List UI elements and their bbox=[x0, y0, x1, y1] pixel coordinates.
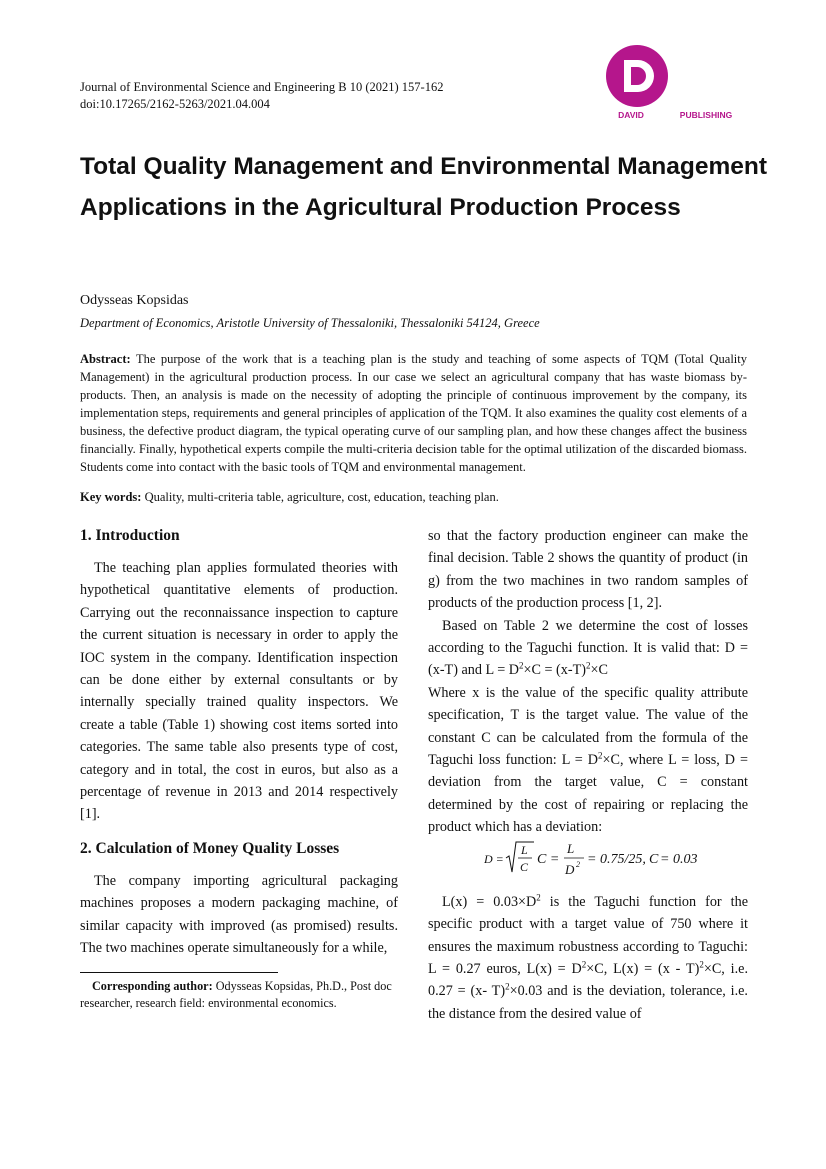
logo-word-right: PUBLISHING bbox=[679, 110, 733, 120]
formula-d-eq: D = bbox=[484, 852, 504, 866]
formula-l2-num: L bbox=[567, 841, 575, 856]
footnote-divider bbox=[80, 972, 278, 973]
right-paragraph-1: so that the factory production engineer can make the final decision. Table 2 shows the quantity of product (in g) from the two machines in two random samples of products of the production process [1, 2]. bbox=[428, 528, 748, 612]
doi: doi:10.17265/2162-5263/2021.04.004 bbox=[80, 97, 270, 111]
formula-c-den: C bbox=[520, 860, 529, 874]
left-column bbox=[80, 525, 398, 960]
formula-l-num: L bbox=[521, 843, 528, 857]
abstract-label: Abstract: bbox=[80, 352, 131, 366]
section-2-heading: 2. Calculation of Money Quality Losses bbox=[80, 839, 340, 857]
section-1-paragraph: The teaching plan applies formulated theories with hypothetical quantitative elements of production. Carrying out the reconnaissance inspection to capture the current situation is necessary in order to apply the IOC system in the company. Identification inspection can be done either by external consultants or by internally specially trained quality inspectors. We create a table (Table 1) showing cost items sorted into categories. The same table also presents type of cost, category and in total, the cost in euros, but also as a percentage of revenue in 2013 and 2014 respectively [1]. bbox=[80, 560, 398, 823]
footnote-text: Odysseas Kopsidas, Ph.D., Post doc researcher, research field: environmental economics. bbox=[80, 979, 392, 1010]
formula-value-c: C bbox=[649, 852, 659, 867]
keywords bbox=[80, 488, 747, 506]
author-name: Odysseas Kopsidas bbox=[80, 293, 189, 308]
keywords-label: Key words: bbox=[80, 490, 142, 504]
abstract-text: The purpose of the work that is a teaching plan is the study and teaching of some aspects of TQM (Total Quality Management) in the agricultural production process. In our case we select an agricultural company that has waste biomass by-products. Then, an analysis is made on the necessity of adopting the principle of continuous improvement by the company, its implementation steps, requirements and general principles of application of the TQM. It also examines the quality cost elements of a business, the defective product diagram, the typical operating curve of our sampling plan, and how these changes affect the business financially. Finally, hypothetical experts compile the multi-criteria decision table for the optimal utilization of the discarded biomass. Students come into contact with the basic tools of TQM and environmental management. bbox=[80, 352, 747, 474]
right-paragraph-2: Based on Table 2 we determine the cost of losses according to the Taguchi function. It is valid that: D = (x-T) and $L = D^2\times C = (x-T)^2\times C$ bbox=[428, 617, 748, 679]
keywords-text: Quality, multi-criteria table, agriculture, cost, education, teaching plan. bbox=[144, 490, 499, 504]
formula-d2-den: D bbox=[565, 862, 575, 877]
author-affiliation: Department of Economics, Aristotle University of Thessaloniki, Thessaloniki 54124, Greece bbox=[80, 316, 540, 330]
abstract bbox=[80, 350, 747, 476]
journal-citation: Journal of Environmental Science and Engineering B 10 (2021) 157-162 bbox=[80, 80, 444, 94]
right-paragraph-4: $L(x) = 0.03\times D^2$ is the Taguchi function for the specific product with a target value of 750 where it ensures the maximum robustness according to Taguchi: L = 0.27 euros, $L(x) = D^2\times C$, L(x) = (x - T)$^2$×C, i.e. 0.27 = (x- T)$^2$×0.03 and is the deviation, tolerance, i.e. the distance from the desired value of bbox=[428, 891, 749, 1022]
publisher-logo bbox=[606, 44, 748, 122]
formula-c-eq: C = bbox=[537, 852, 560, 867]
footnote-label: Corresponding author: bbox=[92, 979, 213, 993]
formula-d2-sup: 2 bbox=[576, 860, 580, 869]
right-column bbox=[428, 525, 748, 1025]
david-publishing-logo-icon bbox=[606, 44, 748, 122]
footnote bbox=[80, 978, 400, 1012]
right-paragraph-3: Where x is the value of the specific quality attribute specification, T is the target value. The value of the constant C can be calculated from the formula of the Taguchi loss function: $L = D^2\times C$, where L = loss, D = deviation from the target value, C = constant determined by the cost of repairing or replacing the product which has a deviation: bbox=[428, 684, 748, 836]
formula-value-b: = 0.03 bbox=[660, 852, 698, 867]
section-2-paragraph: The company importing agricultural packaging machines proposes a modern packaging machine, of similar capacity with improved (as promised) results. The two machines operate simultaneously for a while, bbox=[80, 872, 398, 957]
taguchi-formula bbox=[484, 838, 744, 880]
paper-title: Total Quality Management and Environmental Management Applications in the Agricultural Production Process bbox=[80, 153, 768, 221]
formula-value-a: = 0.75/25, bbox=[587, 852, 646, 867]
logo-word-left: DAVID bbox=[618, 110, 644, 120]
section-1-heading: 1. Introduction bbox=[80, 527, 180, 544]
